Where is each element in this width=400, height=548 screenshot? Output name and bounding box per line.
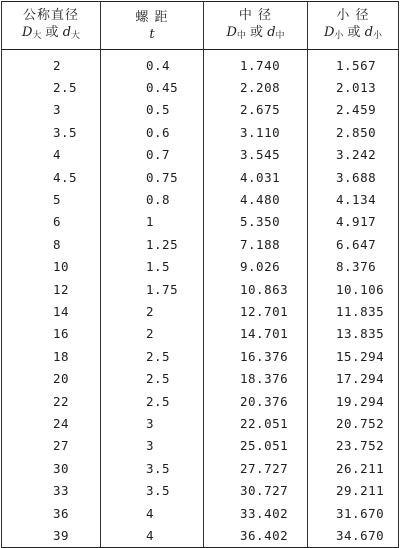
pitch-cell: 2.5 [101,367,204,389]
pitch-cell: 2.5 [101,390,204,412]
table-row [2,278,399,300]
nominal-diameter-cell: 16 [2,323,101,345]
pitch-cell: 0.8 [101,188,204,210]
minor-diameter-cell: 15.294 [308,345,399,367]
pitch-cell: 0.45 [101,76,204,98]
pitch-diameter-cell: 10.863 [204,278,308,300]
nominal-diameter-cell: 5 [2,188,101,210]
pitch-cell: 3.5 [101,479,204,501]
nominal-diameter-cell: 10 [2,256,101,278]
table-row [2,99,399,121]
nominal-diameter-cell: 2.5 [2,76,101,98]
thread-dimension-table [1,1,399,548]
pitch-cell: 1.75 [101,278,204,300]
nominal-diameter-cell: 33 [2,479,101,501]
table-row [2,144,399,166]
table-row [2,435,399,457]
pitch-cell: 2 [101,300,204,322]
table-body [2,50,399,548]
table-row [2,479,399,501]
nominal-diameter-cell: 4 [2,144,101,166]
table-row [2,457,399,479]
pitch-diameter-cell: 3.545 [204,144,308,166]
header-pitch-diameter: 中 径 $D_中$ 或 $d_中$ [204,2,308,50]
minor-diameter-cell: 4.134 [308,188,399,210]
pitch-diameter-cell: 27.727 [204,457,308,479]
pitch-diameter-cell: 3.110 [204,121,308,143]
pitch-cell: 1 [101,211,204,233]
nominal-diameter-cell: 27 [2,435,101,457]
minor-diameter-cell: 34.670 [308,524,399,547]
nominal-diameter-cell: 36 [2,502,101,524]
pitch-diameter-cell: 4.480 [204,188,308,210]
pitch-diameter-cell: 16.376 [204,345,308,367]
minor-diameter-cell: 3.242 [308,144,399,166]
minor-diameter-cell: 3.688 [308,166,399,188]
header-minor-diameter: 小 径 $D_小$ 或 $d_小$ [308,2,399,50]
nominal-diameter-cell: 22 [2,390,101,412]
table-row [2,300,399,322]
table-row [2,76,399,98]
pitch-diameter-cell: 20.376 [204,390,308,412]
table-row [2,233,399,255]
minor-diameter-cell: 17.294 [308,367,399,389]
table-row [2,502,399,524]
header-nominal-diameter: 公称直径 $D_大$ 或 $d_大$ [2,2,101,50]
nominal-diameter-cell: 12 [2,278,101,300]
nominal-diameter-cell: 39 [2,524,101,547]
pitch-cell: 0.7 [101,144,204,166]
table-row [2,256,399,278]
minor-diameter-cell: 6.647 [308,233,399,255]
nominal-diameter-cell: 30 [2,457,101,479]
pitch-diameter-cell: 18.376 [204,367,308,389]
pitch-cell: 0.4 [101,50,204,77]
pitch-diameter-cell: 9.026 [204,256,308,278]
minor-diameter-cell: 8.376 [308,256,399,278]
minor-diameter-cell: 4.917 [308,211,399,233]
table-row [2,367,399,389]
minor-diameter-cell: 19.294 [308,390,399,412]
minor-diameter-cell: 1.567 [308,50,399,77]
nominal-diameter-cell: 14 [2,300,101,322]
pitch-cell: 2.5 [101,345,204,367]
minor-diameter-cell: 29.211 [308,479,399,501]
pitch-cell: 4 [101,524,204,547]
nominal-diameter-cell: 3 [2,99,101,121]
minor-diameter-cell: 26.211 [308,457,399,479]
minor-diameter-cell: 11.835 [308,300,399,322]
pitch-diameter-cell: 2.675 [204,99,308,121]
minor-diameter-cell: 10.106 [308,278,399,300]
table-row [2,524,399,547]
nominal-diameter-cell: 6 [2,211,101,233]
table-row [2,121,399,143]
pitch-diameter-cell: 4.031 [204,166,308,188]
pitch-diameter-cell: 30.727 [204,479,308,501]
nominal-diameter-cell: 24 [2,412,101,434]
table-row [2,390,399,412]
table-row [2,323,399,345]
minor-diameter-cell: 23.752 [308,435,399,457]
pitch-cell: 3 [101,435,204,457]
pitch-cell: 0.75 [101,166,204,188]
nominal-diameter-cell: 4.5 [2,166,101,188]
table-row [2,412,399,434]
minor-diameter-cell: 2.013 [308,76,399,98]
pitch-cell: 4 [101,502,204,524]
table-row [2,166,399,188]
minor-diameter-cell: 31.670 [308,502,399,524]
header-row [2,2,399,50]
table-row [2,211,399,233]
pitch-diameter-cell: 1.740 [204,50,308,77]
pitch-diameter-cell: 7.188 [204,233,308,255]
pitch-diameter-cell: 22.051 [204,412,308,434]
nominal-diameter-cell: 18 [2,345,101,367]
pitch-diameter-cell: 33.402 [204,502,308,524]
pitch-cell: 3.5 [101,457,204,479]
pitch-diameter-cell: 5.350 [204,211,308,233]
table-row [2,50,399,77]
pitch-cell: 1.25 [101,233,204,255]
minor-diameter-cell: 20.752 [308,412,399,434]
minor-diameter-cell: 13.835 [308,323,399,345]
nominal-diameter-cell: 2 [2,50,101,77]
nominal-diameter-cell: 3.5 [2,121,101,143]
pitch-cell: 0.6 [101,121,204,143]
table-row [2,345,399,367]
nominal-diameter-cell: 8 [2,233,101,255]
pitch-diameter-cell: 14.701 [204,323,308,345]
pitch-cell: 2 [101,323,204,345]
nominal-diameter-cell: 20 [2,367,101,389]
header-pitch: 螺 距 t [101,2,204,50]
pitch-diameter-cell: 12.701 [204,300,308,322]
pitch-cell: 3 [101,412,204,434]
pitch-cell: 1.5 [101,256,204,278]
minor-diameter-cell: 2.850 [308,121,399,143]
pitch-diameter-cell: 25.051 [204,435,308,457]
pitch-diameter-cell: 2.208 [204,76,308,98]
pitch-diameter-cell: 36.402 [204,524,308,547]
pitch-cell: 0.5 [101,99,204,121]
minor-diameter-cell: 2.459 [308,99,399,121]
table-row [2,188,399,210]
